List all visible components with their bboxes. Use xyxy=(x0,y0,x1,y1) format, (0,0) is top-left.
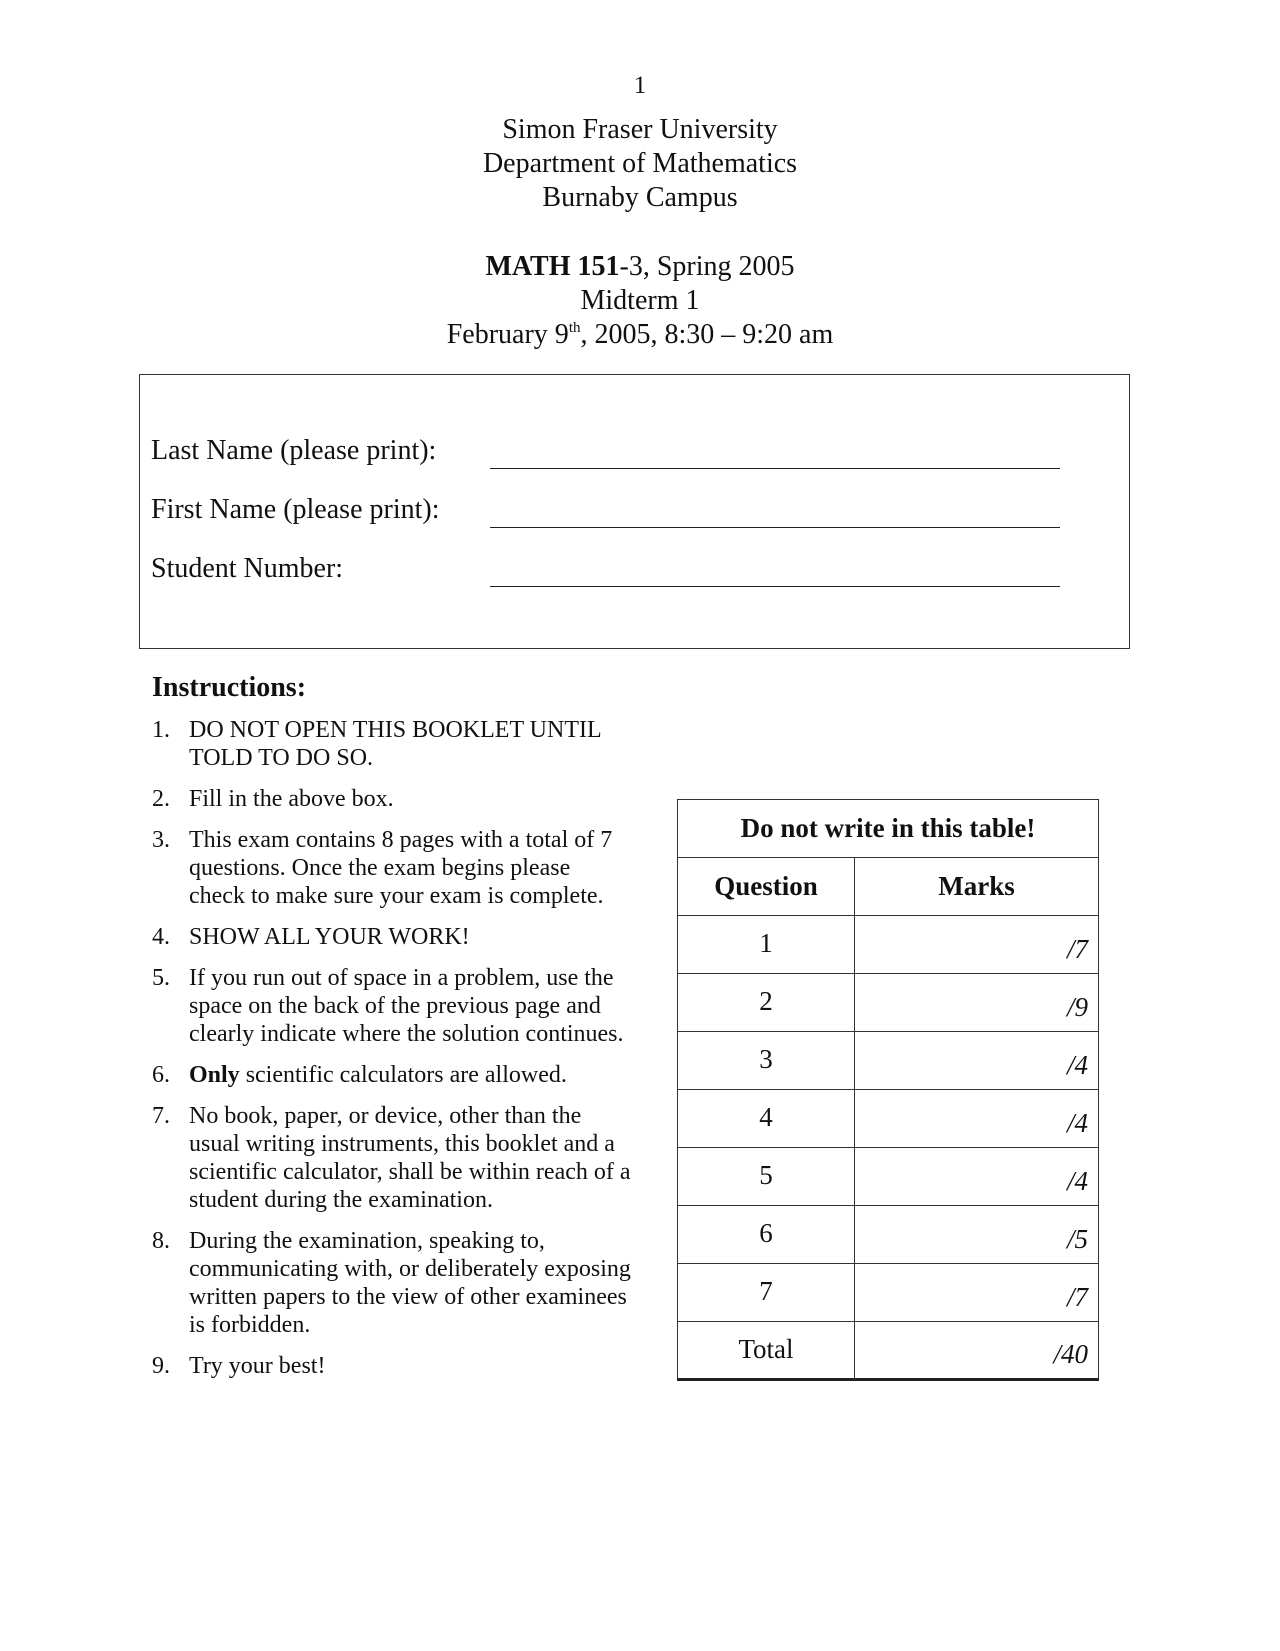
item-number: 5. xyxy=(152,965,170,991)
institution-heading xyxy=(0,113,1280,215)
student-id-box xyxy=(139,374,1130,649)
total-label: Total xyxy=(678,1322,855,1380)
first-name-label: First Name (please print): xyxy=(151,494,440,525)
last-name-field[interactable] xyxy=(490,468,1060,469)
marks-table xyxy=(677,799,1099,1381)
exam-date xyxy=(0,318,1280,352)
question-marks: /7 xyxy=(855,916,1099,974)
question-marks: /9 xyxy=(855,974,1099,1032)
list-item xyxy=(152,716,632,772)
exam-date-ordinal: th xyxy=(568,320,581,336)
list-item xyxy=(152,1227,632,1339)
item-number: 1. xyxy=(152,717,170,743)
last-name-label: Last Name (please print): xyxy=(151,435,437,466)
question-marks: /7 xyxy=(855,1264,1099,1322)
item-text: If you run out of space in a problem, use the space on the back of the previous page and clearly indicate where the solution continues. xyxy=(189,965,624,1047)
exam-name: Midterm 1 xyxy=(580,285,700,316)
item-text: No book, paper, or device, other than the usual writing instruments, this booklet and a scientific calculator, shall be within reach of a student during the examination. xyxy=(189,1103,631,1213)
item-number: 3. xyxy=(152,827,170,853)
item-text: Fill in the above box. xyxy=(189,786,394,812)
table-header-row xyxy=(678,858,1099,916)
question-number: 6 xyxy=(678,1206,855,1264)
total-marks: /40 xyxy=(855,1322,1099,1380)
item-number: 7. xyxy=(152,1103,170,1129)
question-number: 1 xyxy=(678,916,855,974)
list-item xyxy=(152,785,632,813)
item-text: SHOW ALL YOUR WORK! xyxy=(189,924,470,950)
item-number: 2. xyxy=(152,786,170,812)
list-item xyxy=(152,1102,632,1214)
exam-date-time: , 2005, 8:30 – 9:20 am xyxy=(580,319,834,350)
list-item xyxy=(152,1061,632,1089)
item-text: scientific calculators are allowed. xyxy=(239,1062,567,1088)
column-header-question: Question xyxy=(678,858,855,916)
item-number: 6. xyxy=(152,1062,170,1088)
item-text: Try your best! xyxy=(189,1353,326,1379)
table-row xyxy=(678,1090,1099,1148)
department-name: Department of Mathematics xyxy=(482,148,798,179)
question-marks: /4 xyxy=(855,1090,1099,1148)
instructions-title: Instructions: xyxy=(152,672,307,703)
item-emphasis: Only xyxy=(189,1062,240,1088)
item-text: During the examination, speaking to, communicating with, or deliberately exposing written papers to the view of other examinees is forbidden. xyxy=(189,1228,631,1338)
exam-date-day: February 9 xyxy=(446,319,569,350)
instructions-list xyxy=(152,716,632,1393)
table-row xyxy=(678,1032,1099,1090)
question-number: 5 xyxy=(678,1148,855,1206)
marks-table-caption: Do not write in this table! xyxy=(678,800,1099,858)
student-number-label: Student Number: xyxy=(151,553,344,584)
student-number-field[interactable] xyxy=(490,586,1060,587)
course-title xyxy=(0,250,1280,284)
item-text: DO NOT OPEN THIS BOOKLET UNTIL TOLD TO DO SO. xyxy=(189,717,601,771)
question-marks: /4 xyxy=(855,1148,1099,1206)
table-row xyxy=(678,916,1099,974)
table-row xyxy=(678,1148,1099,1206)
page-number: 1 xyxy=(633,72,647,99)
item-number: 4. xyxy=(152,924,170,950)
question-number: 4 xyxy=(678,1090,855,1148)
campus-name: Burnaby Campus xyxy=(542,182,738,213)
question-marks: /5 xyxy=(855,1206,1099,1264)
column-header-marks: Marks xyxy=(855,858,1099,916)
university-name: Simon Fraser University xyxy=(502,114,778,145)
question-number: 2 xyxy=(678,974,855,1032)
item-number: 9. xyxy=(152,1353,170,1379)
question-number: 7 xyxy=(678,1264,855,1322)
item-text: This exam contains 8 pages with a total of 7 questions. Once the exam begins please check to make sure your exam is complete. xyxy=(189,827,613,909)
question-number: 3 xyxy=(678,1032,855,1090)
first-name-field[interactable] xyxy=(490,527,1060,528)
question-marks: /4 xyxy=(855,1032,1099,1090)
table-caption-row xyxy=(678,800,1099,858)
list-item xyxy=(152,826,632,910)
list-item xyxy=(152,923,632,951)
course-term: -3, Spring 2005 xyxy=(619,251,795,282)
table-total-row xyxy=(678,1322,1099,1380)
item-number: 8. xyxy=(152,1228,170,1254)
list-item xyxy=(152,964,632,1048)
course-heading xyxy=(0,250,1280,352)
list-item xyxy=(152,1352,632,1380)
table-row xyxy=(678,974,1099,1032)
table-row xyxy=(678,1206,1099,1264)
table-row xyxy=(678,1264,1099,1322)
course-code: MATH 151 xyxy=(485,251,620,282)
